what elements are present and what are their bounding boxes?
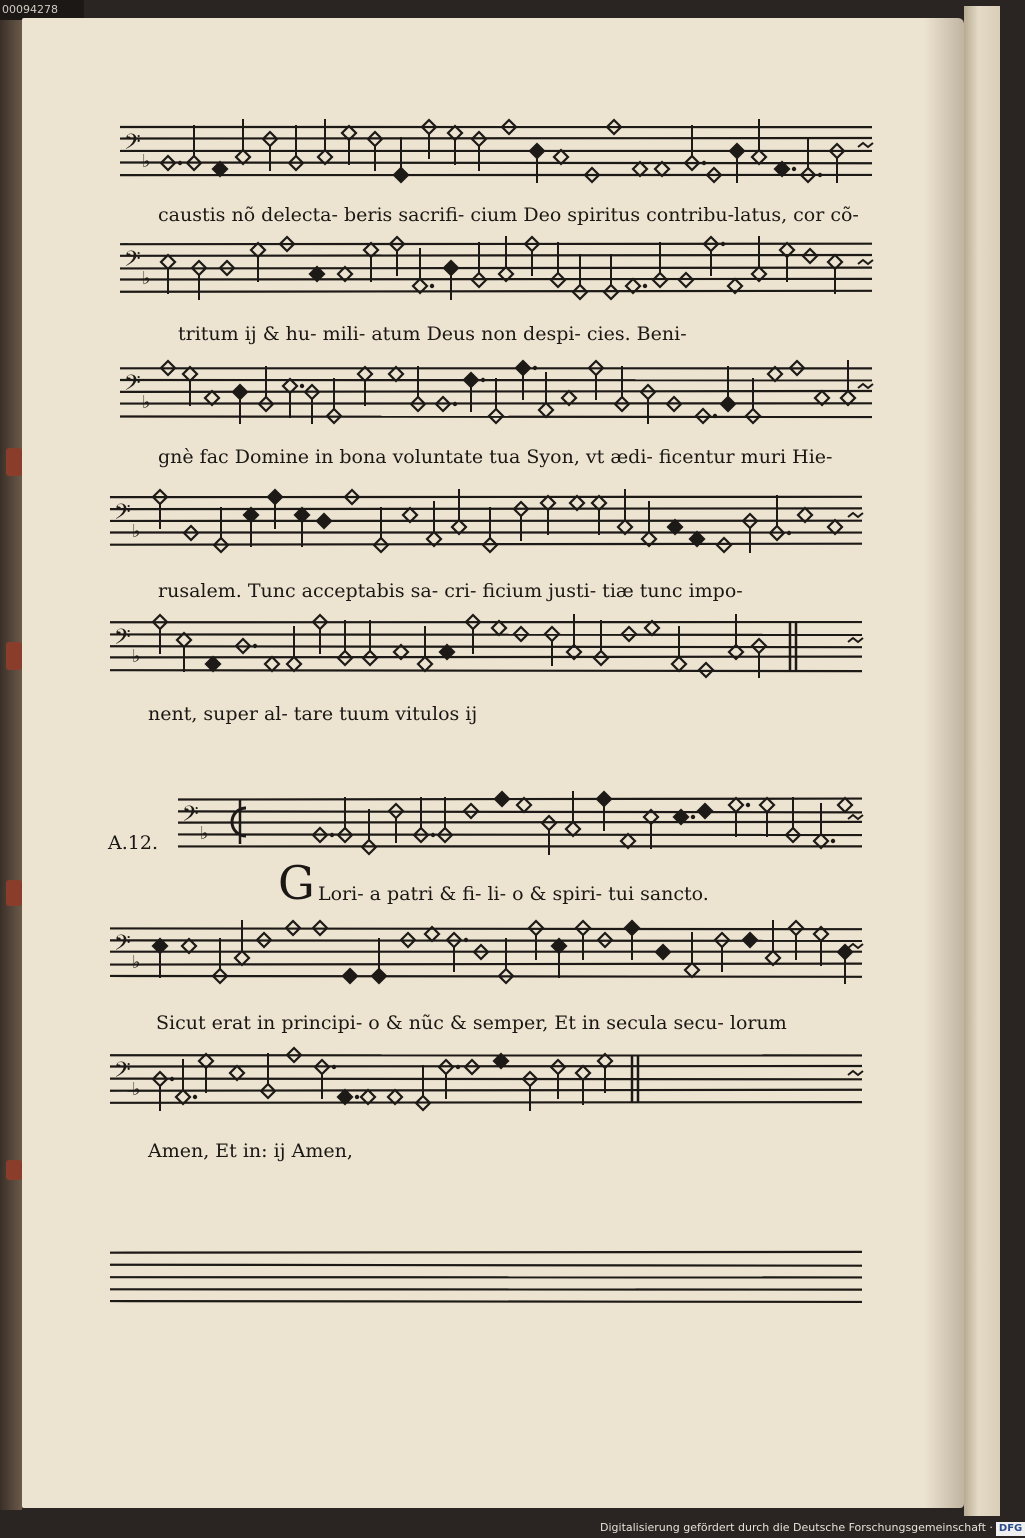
clef-symbol: 𝄢	[114, 625, 131, 655]
staff-line	[178, 822, 862, 823]
note-dot	[300, 384, 304, 388]
note-head	[268, 490, 282, 504]
note-head	[394, 168, 408, 182]
staff-line	[110, 646, 862, 647]
staff-line	[120, 291, 872, 292]
staff-line	[110, 976, 862, 977]
staff-line	[110, 508, 862, 509]
lyric-line: Sicut erat in principi- o & nũc & semper, Et in secula secu- lorum	[156, 1012, 787, 1034]
section-label: A.12.	[108, 832, 158, 854]
clef-symbol: 𝄢	[124, 371, 141, 401]
footer-text: Digitalisierung gefördert durch die Deutsche Forschungsgemeinschaft ·	[600, 1521, 993, 1534]
note-head	[265, 657, 279, 671]
note-head	[464, 373, 478, 387]
note-head	[672, 657, 686, 671]
note-dot	[253, 644, 257, 648]
note-head	[752, 150, 766, 164]
staff-line	[110, 670, 862, 671]
flat-sign: ♭	[132, 952, 141, 973]
note-dot	[831, 839, 835, 843]
note-head	[206, 657, 220, 671]
flat-sign: ♭	[132, 646, 141, 667]
note-dot	[332, 1065, 336, 1069]
dfg-logo: DFG	[996, 1522, 1025, 1536]
note-dot	[721, 242, 725, 246]
flat-sign: ♭	[142, 151, 151, 172]
footer-credit	[600, 1518, 1023, 1538]
staff-line	[110, 1102, 862, 1103]
note-head	[698, 804, 712, 818]
note-head	[730, 144, 744, 158]
staff-line	[110, 928, 862, 929]
staff-line	[178, 811, 862, 812]
clef-symbol: 𝄢	[114, 931, 131, 961]
note-head	[317, 514, 331, 528]
lyric-line: rusalem. Tunc acceptabis sa- cri- ficium justi- tiæ tunc impo-	[158, 580, 743, 602]
note-dot	[818, 173, 822, 177]
note-head	[685, 963, 699, 977]
staff-line	[110, 964, 862, 965]
custos	[848, 513, 863, 517]
flat-sign: ♭	[132, 521, 141, 542]
custos	[848, 638, 863, 642]
note-head	[233, 385, 247, 399]
custos	[848, 944, 863, 948]
note-dot	[702, 161, 706, 165]
note-dot	[193, 1095, 197, 1099]
custos	[858, 384, 873, 388]
note-head	[760, 798, 774, 812]
note-head	[213, 162, 227, 176]
note-dot	[533, 366, 537, 370]
note-dot	[787, 531, 791, 535]
note-head	[594, 651, 608, 665]
note-head	[729, 798, 743, 812]
note-dot	[464, 938, 468, 942]
note-dot	[170, 1077, 174, 1081]
flat-sign: ♭	[142, 268, 151, 289]
note-head	[539, 403, 553, 417]
lyric-line: Amen, Et in: ij Amen,	[148, 1140, 353, 1162]
note-head	[530, 144, 544, 158]
staff-line	[110, 1090, 862, 1091]
custos	[848, 815, 863, 819]
note-dot	[453, 402, 457, 406]
note-head	[656, 945, 670, 959]
lyric-line: tritum ij & hu- mili- atum Deus non despi- cies. Beni-	[178, 323, 687, 345]
note-head	[838, 798, 852, 812]
custos	[848, 1071, 863, 1075]
note-dot	[643, 284, 647, 288]
note-head	[516, 361, 530, 375]
flat-sign: ♭	[200, 823, 209, 844]
note-dot	[330, 833, 334, 837]
custos	[858, 260, 873, 264]
lyric-line: caustis nõ delecta- beris sacrifi- cium Deo spiritus contribu-latus, cor cõ-	[158, 204, 859, 226]
note-dot	[691, 815, 695, 819]
staff-line	[178, 799, 862, 800]
clef-symbol: 𝄢	[182, 802, 199, 832]
flat-sign: ♭	[142, 392, 151, 413]
note-head	[743, 933, 757, 947]
note-head	[161, 255, 175, 269]
note-head	[789, 921, 803, 935]
drop-capital: G	[278, 856, 315, 910]
note-dot	[355, 1095, 359, 1099]
note-head	[343, 969, 357, 983]
staff-line	[110, 1301, 862, 1302]
staff-line	[110, 1252, 862, 1253]
clef-symbol: 𝄢	[124, 130, 141, 160]
clef-symbol: 𝄢	[114, 500, 131, 530]
note-head	[597, 792, 611, 806]
note-head	[444, 261, 458, 275]
staff-line	[110, 657, 862, 658]
staff-line	[110, 1079, 862, 1080]
staff-line	[178, 834, 862, 835]
note-dot	[430, 284, 434, 288]
lyric-line: Lori- a patri & fi- li- o & spiri- tui sancto.	[318, 883, 709, 905]
note-dot	[713, 414, 717, 418]
note-head	[721, 397, 735, 411]
custos	[858, 143, 873, 147]
note-dot	[746, 803, 750, 807]
note-head	[717, 538, 731, 552]
lyric-line: gnè fac Domine in bona voluntate tua Syon, vt ædi- ficentur muri Hie-	[158, 446, 833, 468]
note-dot	[792, 167, 796, 171]
note-head	[287, 657, 301, 671]
flat-sign: ♭	[132, 1079, 141, 1100]
scan-identifier: 00094278	[0, 0, 84, 20]
lyric-line: nent, super al- tare tuum vitulos ij	[148, 703, 478, 725]
clef-symbol: 𝄢	[124, 247, 141, 277]
note-head	[495, 792, 509, 806]
note-head	[372, 969, 386, 983]
staff-line	[110, 1265, 862, 1266]
clef-symbol: 𝄢	[114, 1058, 131, 1088]
note-head	[576, 1066, 590, 1080]
note-dot	[431, 833, 435, 837]
note-dot	[456, 1065, 460, 1069]
note-head	[235, 951, 249, 965]
note-dot	[178, 161, 182, 165]
note-head	[418, 657, 432, 671]
note-dot	[481, 378, 485, 382]
note-head	[625, 921, 639, 935]
